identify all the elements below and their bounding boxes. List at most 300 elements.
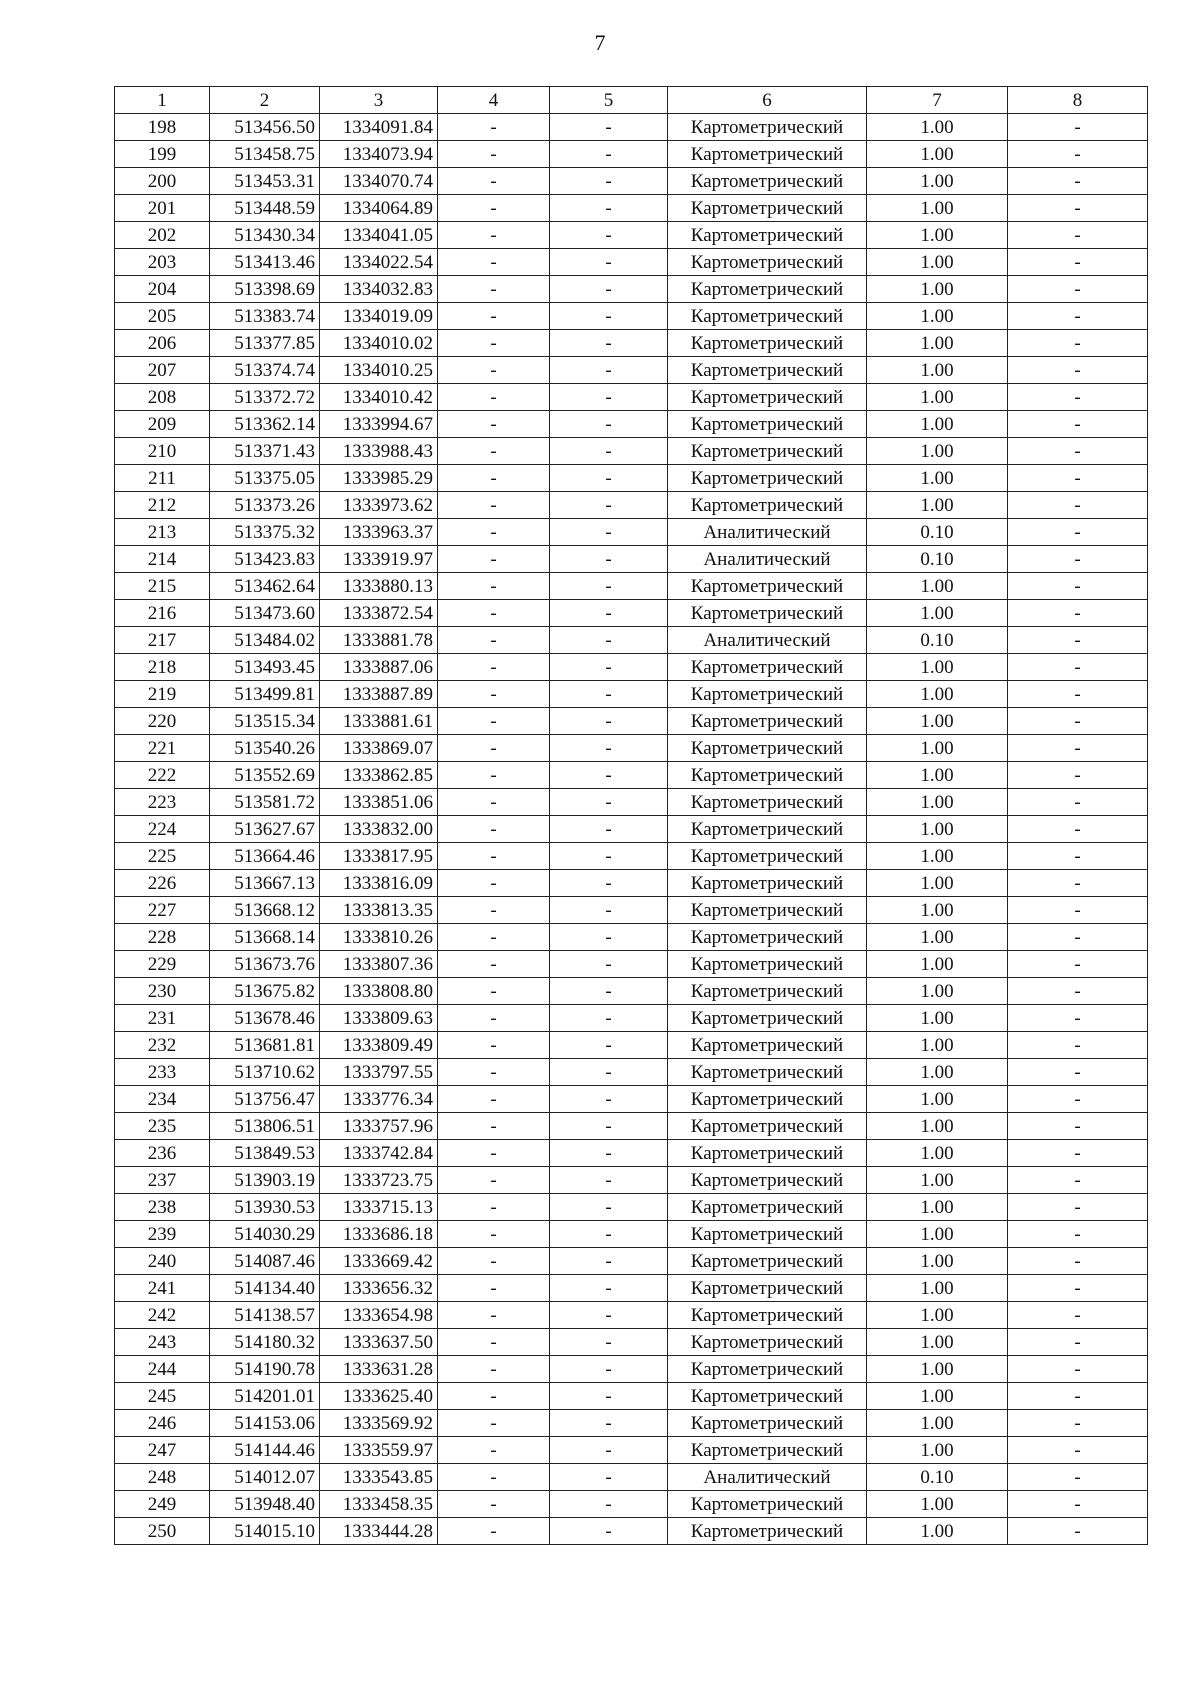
column-header-8: 8 [1008,87,1148,114]
cell-x-coordinate: 513948.40 [210,1491,320,1518]
cell-col-5: - [550,762,668,789]
cell-col-8: - [1008,681,1148,708]
cell-col-4: - [438,1032,550,1059]
cell-x-coordinate: 513375.32 [210,519,320,546]
cell-point-number: 200 [115,168,210,195]
cell-col-5: - [550,1194,668,1221]
cell-point-number: 232 [115,1032,210,1059]
cell-y-coordinate: 1333807.36 [320,951,438,978]
cell-col-5: - [550,1113,668,1140]
cell-col-8: - [1008,411,1148,438]
cell-accuracy: 1.00 [867,492,1008,519]
cell-x-coordinate: 513581.72 [210,789,320,816]
cell-col-8: - [1008,357,1148,384]
cell-method: Картометрический [668,924,867,951]
cell-y-coordinate: 1334091.84 [320,114,438,141]
cell-point-number: 208 [115,384,210,411]
cell-col-4: - [438,951,550,978]
cell-col-8: - [1008,1194,1148,1221]
cell-method: Картометрический [668,1167,867,1194]
cell-method: Картометрический [668,1302,867,1329]
table-row [115,1275,1148,1302]
cell-accuracy: 1.00 [867,978,1008,1005]
column-header-5: 5 [550,87,668,114]
cell-col-8: - [1008,1302,1148,1329]
cell-x-coordinate: 513398.69 [210,276,320,303]
cell-x-coordinate: 513849.53 [210,1140,320,1167]
cell-x-coordinate: 513681.81 [210,1032,320,1059]
cell-x-coordinate: 513371.43 [210,438,320,465]
cell-col-5: - [550,1167,668,1194]
cell-col-4: - [438,1059,550,1086]
cell-col-5: - [550,276,668,303]
cell-x-coordinate: 513373.26 [210,492,320,519]
cell-col-4: - [438,357,550,384]
table-row [115,168,1148,195]
cell-col-5: - [550,330,668,357]
cell-x-coordinate: 513756.47 [210,1086,320,1113]
cell-x-coordinate: 513375.05 [210,465,320,492]
cell-x-coordinate: 513473.60 [210,600,320,627]
cell-col-8: - [1008,1491,1148,1518]
cell-accuracy: 0.10 [867,1464,1008,1491]
cell-point-number: 225 [115,843,210,870]
cell-point-number: 216 [115,600,210,627]
cell-accuracy: 1.00 [867,195,1008,222]
table-row [115,330,1148,357]
cell-col-5: - [550,492,668,519]
cell-x-coordinate: 514030.29 [210,1221,320,1248]
cell-y-coordinate: 1333887.89 [320,681,438,708]
cell-col-4: - [438,519,550,546]
table-row [115,222,1148,249]
cell-y-coordinate: 1333881.61 [320,708,438,735]
cell-accuracy: 1.00 [867,1113,1008,1140]
cell-accuracy: 1.00 [867,384,1008,411]
table-row [115,708,1148,735]
cell-method: Картометрический [668,114,867,141]
cell-accuracy: 1.00 [867,654,1008,681]
cell-col-4: - [438,465,550,492]
cell-point-number: 210 [115,438,210,465]
cell-point-number: 198 [115,114,210,141]
table-row [115,762,1148,789]
cell-y-coordinate: 1333817.95 [320,843,438,870]
cell-point-number: 242 [115,1302,210,1329]
cell-point-number: 234 [115,1086,210,1113]
cell-col-5: - [550,249,668,276]
cell-x-coordinate: 513448.59 [210,195,320,222]
cell-col-5: - [550,1410,668,1437]
cell-col-5: - [550,1383,668,1410]
cell-col-8: - [1008,1248,1148,1275]
cell-point-number: 201 [115,195,210,222]
cell-point-number: 207 [115,357,210,384]
cell-col-8: - [1008,1140,1148,1167]
table-row [115,1410,1148,1437]
table-row [115,114,1148,141]
cell-accuracy: 1.00 [867,1140,1008,1167]
cell-col-4: - [438,897,550,924]
cell-x-coordinate: 513673.76 [210,951,320,978]
cell-col-5: - [550,735,668,762]
cell-method: Картометрический [668,492,867,519]
cell-method: Картометрический [668,438,867,465]
cell-method: Картометрический [668,1005,867,1032]
table-row [115,249,1148,276]
cell-col-5: - [550,168,668,195]
cell-point-number: 227 [115,897,210,924]
cell-method: Картометрический [668,1194,867,1221]
cell-col-5: - [550,789,668,816]
cell-col-8: - [1008,465,1148,492]
cell-method: Картометрический [668,951,867,978]
cell-col-8: - [1008,114,1148,141]
cell-x-coordinate: 513515.34 [210,708,320,735]
cell-y-coordinate: 1333569.92 [320,1410,438,1437]
cell-col-5: - [550,411,668,438]
cell-y-coordinate: 1334073.94 [320,141,438,168]
table-row [115,1086,1148,1113]
cell-method: Картометрический [668,411,867,438]
cell-method: Картометрический [668,1491,867,1518]
cell-col-8: - [1008,546,1148,573]
cell-col-5: - [550,708,668,735]
cell-y-coordinate: 1333810.26 [320,924,438,951]
cell-accuracy: 1.00 [867,924,1008,951]
cell-y-coordinate: 1333963.37 [320,519,438,546]
table-row [115,1248,1148,1275]
cell-col-5: - [550,1140,668,1167]
table-row [115,1140,1148,1167]
cell-y-coordinate: 1333808.80 [320,978,438,1005]
cell-y-coordinate: 1334032.83 [320,276,438,303]
cell-x-coordinate: 513930.53 [210,1194,320,1221]
cell-x-coordinate: 513664.46 [210,843,320,870]
cell-point-number: 244 [115,1356,210,1383]
cell-y-coordinate: 1333686.18 [320,1221,438,1248]
cell-method: Картометрический [668,330,867,357]
cell-y-coordinate: 1333669.42 [320,1248,438,1275]
table-row [115,1032,1148,1059]
cell-method: Картометрический [668,222,867,249]
cell-col-8: - [1008,1167,1148,1194]
table-row [115,951,1148,978]
cell-col-5: - [550,978,668,1005]
cell-method: Аналитический [668,519,867,546]
table-row [115,1518,1148,1545]
cell-col-8: - [1008,1329,1148,1356]
cell-col-4: - [438,816,550,843]
cell-x-coordinate: 513710.62 [210,1059,320,1086]
column-header-3: 3 [320,87,438,114]
table-row [115,816,1148,843]
cell-accuracy: 1.00 [867,1383,1008,1410]
cell-point-number: 205 [115,303,210,330]
cell-col-5: - [550,600,668,627]
cell-accuracy: 1.00 [867,1329,1008,1356]
cell-col-5: - [550,1437,668,1464]
cell-x-coordinate: 513540.26 [210,735,320,762]
cell-col-4: - [438,303,550,330]
cell-method: Картометрический [668,897,867,924]
cell-y-coordinate: 1333637.50 [320,1329,438,1356]
cell-method: Картометрический [668,1275,867,1302]
cell-method: Картометрический [668,276,867,303]
cell-col-8: - [1008,276,1148,303]
table-row [115,573,1148,600]
cell-col-5: - [550,816,668,843]
cell-col-5: - [550,1275,668,1302]
cell-accuracy: 1.00 [867,1275,1008,1302]
cell-method: Аналитический [668,627,867,654]
cell-col-4: - [438,1518,550,1545]
cell-col-8: - [1008,1059,1148,1086]
cell-x-coordinate: 513423.83 [210,546,320,573]
cell-x-coordinate: 514134.40 [210,1275,320,1302]
cell-col-5: - [550,897,668,924]
cell-method: Картометрический [668,384,867,411]
cell-point-number: 203 [115,249,210,276]
column-header-4: 4 [438,87,550,114]
cell-col-4: - [438,1221,550,1248]
cell-col-5: - [550,951,668,978]
cell-point-number: 229 [115,951,210,978]
cell-accuracy: 1.00 [867,708,1008,735]
cell-y-coordinate: 1334010.42 [320,384,438,411]
cell-col-8: - [1008,1032,1148,1059]
cell-point-number: 240 [115,1248,210,1275]
cell-col-4: - [438,924,550,951]
cell-method: Картометрический [668,1356,867,1383]
table-row [115,519,1148,546]
cell-col-8: - [1008,708,1148,735]
cell-x-coordinate: 513667.13 [210,870,320,897]
cell-accuracy: 1.00 [867,816,1008,843]
cell-col-4: - [438,1383,550,1410]
cell-method: Картометрический [668,357,867,384]
cell-point-number: 214 [115,546,210,573]
table-row [115,600,1148,627]
cell-accuracy: 1.00 [867,1491,1008,1518]
cell-y-coordinate: 1334070.74 [320,168,438,195]
cell-col-8: - [1008,222,1148,249]
cell-x-coordinate: 513499.81 [210,681,320,708]
cell-x-coordinate: 513552.69 [210,762,320,789]
cell-method: Картометрический [668,465,867,492]
cell-x-coordinate: 513377.85 [210,330,320,357]
cell-col-8: - [1008,573,1148,600]
cell-col-4: - [438,1491,550,1518]
cell-x-coordinate: 513806.51 [210,1113,320,1140]
cell-y-coordinate: 1333872.54 [320,600,438,627]
cell-col-5: - [550,1464,668,1491]
cell-point-number: 223 [115,789,210,816]
cell-col-4: - [438,276,550,303]
cell-y-coordinate: 1333851.06 [320,789,438,816]
cell-point-number: 249 [115,1491,210,1518]
cell-point-number: 212 [115,492,210,519]
cell-point-number: 230 [115,978,210,1005]
cell-y-coordinate: 1333880.13 [320,573,438,600]
cell-method: Картометрический [668,303,867,330]
cell-accuracy: 1.00 [867,1086,1008,1113]
cell-col-4: - [438,762,550,789]
table-row [115,627,1148,654]
cell-method: Картометрический [668,870,867,897]
cell-col-8: - [1008,1383,1148,1410]
cell-col-4: - [438,681,550,708]
cell-y-coordinate: 1334010.25 [320,357,438,384]
table-row [115,1302,1148,1329]
cell-x-coordinate: 513413.46 [210,249,320,276]
cell-point-number: 241 [115,1275,210,1302]
cell-col-4: - [438,438,550,465]
cell-x-coordinate: 514012.07 [210,1464,320,1491]
table-row [115,357,1148,384]
table-row [115,1437,1148,1464]
cell-col-8: - [1008,384,1148,411]
cell-method: Картометрический [668,816,867,843]
cell-col-5: - [550,465,668,492]
cell-x-coordinate: 513456.50 [210,114,320,141]
cell-method: Картометрический [668,1140,867,1167]
table-body [115,114,1148,1545]
table-row [115,492,1148,519]
column-header-6: 6 [668,87,867,114]
cell-method: Картометрический [668,1518,867,1545]
cell-accuracy: 1.00 [867,438,1008,465]
cell-point-number: 226 [115,870,210,897]
cell-method: Картометрический [668,141,867,168]
cell-col-4: - [438,1113,550,1140]
cell-method: Картометрический [668,573,867,600]
cell-method: Картометрический [668,681,867,708]
cell-col-4: - [438,1086,550,1113]
cell-point-number: 220 [115,708,210,735]
cell-y-coordinate: 1333757.96 [320,1113,438,1140]
cell-method: Картометрический [668,735,867,762]
column-header-1: 1 [115,87,210,114]
cell-y-coordinate: 1333656.32 [320,1275,438,1302]
cell-accuracy: 0.10 [867,546,1008,573]
cell-x-coordinate: 513374.74 [210,357,320,384]
cell-accuracy: 1.00 [867,951,1008,978]
cell-col-8: - [1008,168,1148,195]
cell-col-4: - [438,1329,550,1356]
cell-accuracy: 1.00 [867,1437,1008,1464]
cell-y-coordinate: 1334019.09 [320,303,438,330]
cell-col-4: - [438,1302,550,1329]
cell-accuracy: 1.00 [867,789,1008,816]
cell-point-number: 202 [115,222,210,249]
cell-x-coordinate: 513383.74 [210,303,320,330]
cell-method: Картометрический [668,654,867,681]
table-row [115,411,1148,438]
table-row [115,924,1148,951]
cell-col-5: - [550,1248,668,1275]
cell-y-coordinate: 1333559.97 [320,1437,438,1464]
table-row [115,870,1148,897]
cell-method: Картометрический [668,168,867,195]
cell-point-number: 204 [115,276,210,303]
cell-col-8: - [1008,897,1148,924]
cell-accuracy: 1.00 [867,600,1008,627]
cell-y-coordinate: 1333723.75 [320,1167,438,1194]
table-row [115,735,1148,762]
cell-col-5: - [550,654,668,681]
cell-y-coordinate: 1333881.78 [320,627,438,654]
cell-col-5: - [550,870,668,897]
cell-y-coordinate: 1333994.67 [320,411,438,438]
cell-col-8: - [1008,924,1148,951]
table-row [115,465,1148,492]
cell-y-coordinate: 1333444.28 [320,1518,438,1545]
header-row [115,87,1148,114]
cell-col-8: - [1008,330,1148,357]
cell-y-coordinate: 1333887.06 [320,654,438,681]
cell-col-5: - [550,573,668,600]
cell-col-4: - [438,1410,550,1437]
cell-col-5: - [550,1518,668,1545]
cell-accuracy: 1.00 [867,276,1008,303]
cell-col-8: - [1008,951,1148,978]
table-row [115,276,1148,303]
cell-point-number: 218 [115,654,210,681]
cell-point-number: 246 [115,1410,210,1437]
cell-method: Картометрический [668,1248,867,1275]
cell-x-coordinate: 513362.14 [210,411,320,438]
cell-x-coordinate: 514144.46 [210,1437,320,1464]
cell-point-number: 206 [115,330,210,357]
coordinates-table [114,86,1148,1545]
cell-x-coordinate: 514087.46 [210,1248,320,1275]
cell-col-5: - [550,1329,668,1356]
cell-y-coordinate: 1334010.02 [320,330,438,357]
cell-accuracy: 1.00 [867,222,1008,249]
cell-col-4: - [438,1140,550,1167]
cell-accuracy: 1.00 [867,1518,1008,1545]
cell-col-8: - [1008,1410,1148,1437]
cell-x-coordinate: 513668.14 [210,924,320,951]
cell-col-5: - [550,546,668,573]
cell-col-4: - [438,384,550,411]
table-row [115,1383,1148,1410]
cell-y-coordinate: 1333776.34 [320,1086,438,1113]
cell-x-coordinate: 514190.78 [210,1356,320,1383]
table-row [115,141,1148,168]
cell-x-coordinate: 513668.12 [210,897,320,924]
table-row [115,1464,1148,1491]
cell-col-4: - [438,870,550,897]
cell-point-number: 236 [115,1140,210,1167]
cell-y-coordinate: 1333715.13 [320,1194,438,1221]
cell-accuracy: 1.00 [867,1194,1008,1221]
cell-x-coordinate: 514201.01 [210,1383,320,1410]
column-header-7: 7 [867,87,1008,114]
cell-x-coordinate: 513458.75 [210,141,320,168]
cell-col-5: - [550,681,668,708]
cell-col-8: - [1008,816,1148,843]
cell-accuracy: 0.10 [867,519,1008,546]
cell-col-8: - [1008,1221,1148,1248]
cell-y-coordinate: 1333973.62 [320,492,438,519]
cell-accuracy: 1.00 [867,573,1008,600]
cell-y-coordinate: 1333797.55 [320,1059,438,1086]
cell-point-number: 245 [115,1383,210,1410]
cell-accuracy: 1.00 [867,357,1008,384]
cell-col-4: - [438,654,550,681]
